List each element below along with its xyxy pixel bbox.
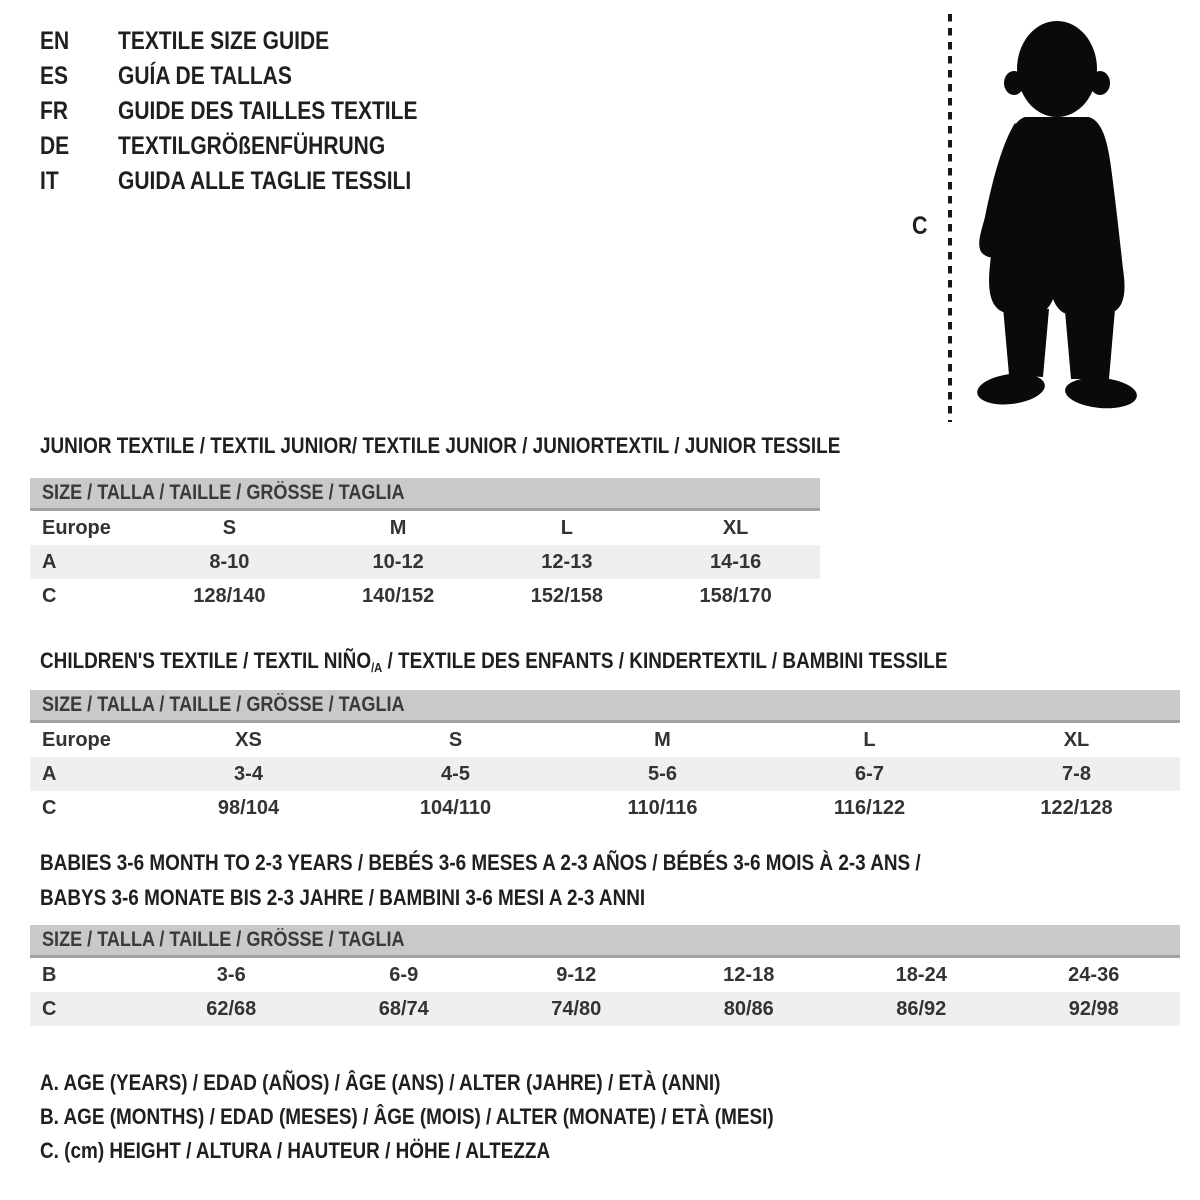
language-code-text: FR	[40, 97, 68, 125]
cell: M	[389, 516, 407, 539]
cell: XL	[1063, 728, 1090, 751]
cell: 122/128	[1040, 796, 1113, 819]
cell: 68/74	[378, 997, 429, 1020]
cell: 10-12	[372, 550, 424, 573]
row-label: C	[42, 997, 57, 1020]
language-title-text: GUIDE DES TAILLES TEXTILE	[118, 97, 418, 125]
cell: L	[863, 728, 876, 751]
children-title-part2: / TEXTILE DES ENFANTS / KINDERTEXTIL / BAMBINI TESSILE	[382, 648, 948, 673]
row-label: C	[42, 584, 57, 607]
size-header-text: SIZE / TALLA / TAILLE / GRÖSSE / TAGLIA	[42, 693, 405, 716]
cell: 3-6	[216, 963, 246, 986]
cell: 110/116	[627, 796, 698, 819]
cell: 12-13	[541, 550, 593, 573]
language-row-it	[40, 164, 475, 199]
cell: XL	[722, 516, 749, 539]
cell: 128/140	[193, 584, 266, 607]
cell: 86/92	[896, 997, 947, 1020]
language-row-en	[40, 24, 475, 59]
row-label: Europe	[42, 728, 111, 751]
language-row-fr	[40, 94, 475, 129]
cell: 98/104	[217, 796, 280, 819]
legend-line-a	[40, 1070, 831, 1096]
size-header-text: SIZE / TALLA / TAILLE / GRÖSSE / TAGLIA	[42, 481, 405, 504]
legend-line-a-text: A. AGE (YEARS) / EDAD (AÑOS) / ÂGE (ANS) / ALTER (JAHRE) / ETÀ (ANNI)	[40, 1070, 721, 1095]
junior-size-table	[30, 478, 820, 613]
cell: 140/152	[361, 584, 435, 607]
row-label: A	[42, 762, 57, 785]
cell: M	[654, 728, 671, 751]
cell: XS	[235, 728, 262, 751]
cell: 7-8	[1062, 762, 1091, 785]
size-header-label	[42, 928, 464, 952]
cell: 158/170	[699, 584, 772, 607]
language-code-text: DE	[40, 132, 70, 160]
table-row	[30, 579, 820, 613]
children-section-title-text	[40, 648, 947, 674]
language-title-it	[118, 167, 467, 196]
cell: 3-4	[234, 762, 263, 785]
babies-section-title-line2	[40, 885, 744, 911]
cell: 104/110	[419, 796, 492, 819]
table-row	[30, 958, 1180, 992]
cell: 152/158	[530, 584, 604, 607]
row-label: C	[42, 796, 57, 819]
junior-size-header-bar	[30, 478, 820, 511]
language-code-text: IT	[40, 167, 59, 195]
cell: 9-12	[556, 963, 597, 986]
language-code-en	[40, 27, 118, 56]
cell: 74/80	[551, 997, 602, 1020]
language-code-text: EN	[40, 27, 70, 55]
junior-section-title	[40, 433, 971, 459]
language-row-de	[40, 129, 475, 164]
height-measure-label	[912, 212, 930, 241]
language-code-fr	[40, 97, 118, 126]
cell: 8-10	[209, 550, 250, 573]
cell: 62/68	[206, 997, 257, 1020]
cell: 4-5	[441, 762, 470, 785]
legend-line-b-text: B. AGE (MONTHS) / EDAD (MESES) / ÂGE (MOIS) / ALTER (MONATE) / ETÀ (MESI)	[40, 1104, 774, 1129]
cell: 116/122	[833, 796, 906, 819]
babies-section-title-line1	[40, 850, 1064, 876]
row-label: B	[42, 963, 57, 986]
children-title-subscript: /A	[371, 660, 383, 675]
height-measure-label-text: C	[912, 212, 928, 240]
table-row	[30, 723, 1180, 757]
cell: 5-6	[648, 762, 677, 785]
language-code-text: ES	[40, 62, 69, 90]
language-title-text: GUIDA ALLE TAGLIE TESSILI	[118, 167, 412, 195]
cell: 18-24	[895, 963, 947, 986]
cell: 24-36	[1068, 963, 1120, 986]
table-row	[30, 545, 820, 579]
cell: S	[222, 516, 237, 539]
children-title-part1: CHILDREN'S TEXTILE / TEXTIL NIÑO	[40, 648, 372, 673]
height-measure-dashed-line	[946, 12, 954, 429]
cell: L	[560, 516, 573, 539]
babies-section-title-line1-text: BABIES 3-6 MONTH TO 2-3 YEARS / BEBÉS 3-6 MESES A 2-3 AÑOS / BÉBÉS 3-6 MOIS À 2-3 ANS /	[40, 850, 921, 875]
cell: 92/98	[1068, 997, 1119, 1020]
cell: S	[448, 728, 463, 751]
language-title-text: GUÍA DE TALLAS	[118, 62, 292, 90]
row-label: Europe	[42, 516, 111, 539]
language-code-de	[40, 132, 118, 161]
children-section-title	[40, 648, 1095, 674]
children-size-header-bar	[30, 690, 1180, 723]
language-code-it	[40, 167, 118, 196]
table-row	[30, 791, 1180, 825]
legend-line-c	[40, 1138, 633, 1164]
language-title-text: TEXTILE SIZE GUIDE	[118, 27, 330, 55]
language-title-text: TEXTILGRÖßENFÜHRUNG	[118, 132, 386, 160]
size-header-text: SIZE / TALLA / TAILLE / GRÖSSE / TAGLIA	[42, 928, 405, 951]
cell: 6-7	[855, 762, 884, 785]
legend-line-b	[40, 1104, 893, 1130]
language-title-de	[118, 132, 436, 161]
size-header-label	[42, 481, 464, 505]
junior-section-title-text: JUNIOR TEXTILE / TEXTIL JUNIOR/ TEXTILE JUNIOR / JUNIORTEXTIL / JUNIOR TESSILE	[40, 433, 841, 458]
legend-line-c-text: C. (cm) HEIGHT / ALTURA / HAUTEUR / HÖHE / ALTEZZA	[40, 1138, 551, 1163]
language-title-es	[118, 62, 325, 91]
babies-size-table	[30, 925, 1180, 1026]
size-header-label	[42, 693, 464, 717]
language-title-en	[118, 27, 369, 56]
row-label: A	[42, 550, 57, 573]
language-title-fr	[118, 97, 475, 126]
language-row-es	[40, 59, 475, 94]
cell: 80/86	[723, 997, 774, 1020]
children-size-table	[30, 690, 1180, 825]
cell: 6-9	[389, 963, 419, 986]
babies-section-title-line2-text: BABYS 3-6 MONATE BIS 2-3 JAHRE / BAMBINI 3-6 MESI A 2-3 ANNI	[40, 885, 646, 910]
cell: 14-16	[710, 550, 762, 573]
language-title-list	[40, 24, 475, 199]
table-row	[30, 992, 1180, 1026]
babies-size-header-bar	[30, 925, 1180, 958]
baby-silhouette-icon	[963, 16, 1148, 423]
table-row	[30, 757, 1180, 791]
language-code-es	[40, 62, 118, 91]
table-row	[30, 511, 820, 545]
cell: 12-18	[723, 963, 775, 986]
